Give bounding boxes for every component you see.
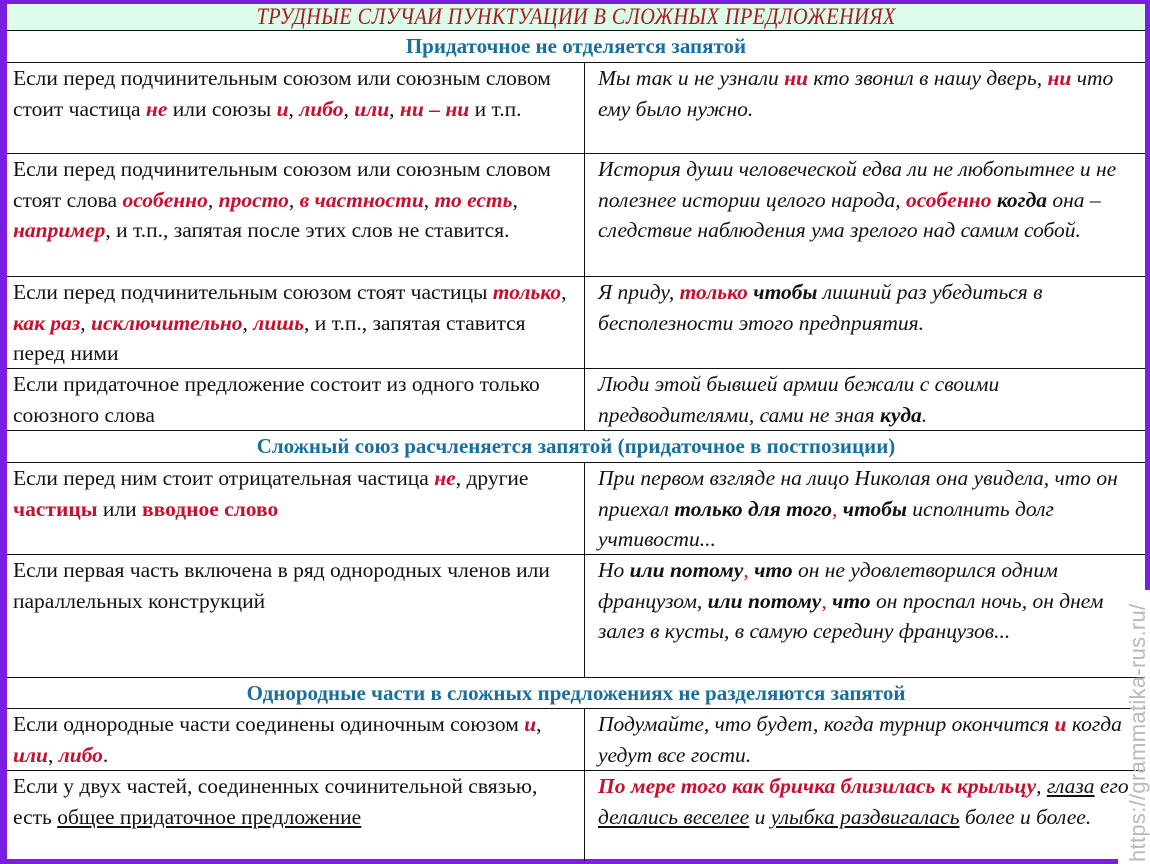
highlighted-text: , <box>743 558 749 582</box>
highlighted-text: либо <box>299 96 344 121</box>
section-header-text: Сложный союз расчленяется запятой (придаточное в постпозиции) <box>256 434 896 458</box>
highlighted-text: чтобы <box>753 280 818 304</box>
rule-cell <box>7 369 585 430</box>
text-segment: , <box>343 96 355 121</box>
highlighted-text: например <box>13 218 106 242</box>
section-header-text: Придаточное не отделяется запятой <box>405 34 747 58</box>
highlighted-text: что <box>832 588 871 613</box>
table-title <box>7 4 1145 31</box>
text-segment: или <box>97 496 143 521</box>
highlighted-text: или потому <box>707 588 822 613</box>
highlighted-text: и <box>276 96 289 121</box>
text-segment: его <box>1094 774 1129 798</box>
highlighted-text: когда <box>996 187 1048 212</box>
text-segment: Если у двух частей, соединенных сочинительной связью, есть <box>13 774 538 829</box>
highlighted-text: ни <box>1047 66 1072 90</box>
highlighted-text: только для того <box>674 496 833 521</box>
text-segment: , другие <box>455 466 529 490</box>
highlighted-text: или <box>13 742 48 767</box>
text-segment: , <box>561 280 567 304</box>
example-cell <box>585 369 1145 430</box>
highlighted-text: особенно <box>122 187 208 212</box>
example-cell <box>585 709 1145 770</box>
example-cell <box>585 63 1145 153</box>
example-cell <box>585 463 1145 554</box>
text-segment: когда уедут все гости. <box>598 712 1122 767</box>
highlighted-text: или <box>354 96 390 121</box>
highlighted-text: просто <box>218 187 289 212</box>
highlighted-text: куда <box>880 402 922 427</box>
section-header-text: Однородные части в сложных предложениях не разделяются запятой <box>246 681 906 705</box>
text-segment: , <box>80 310 92 335</box>
highlighted-text: исключительно <box>91 310 243 335</box>
example-cell <box>585 154 1145 276</box>
text-segment: более и более. <box>959 804 1092 829</box>
watermark-url: https://grammatika-rus.ru/ <box>1125 603 1150 862</box>
text-segment: он не удовлетворился одним французом, <box>598 558 1058 613</box>
highlighted-text: ни – ни <box>399 96 470 121</box>
highlighted-text: только <box>679 280 748 304</box>
highlighted-text: ни <box>784 66 808 90</box>
text-segment: Люди этой бывшей армии бежали с своими предводителями, сами не зная <box>598 372 1000 427</box>
highlighted-text: не <box>434 466 456 490</box>
text-segment: Если придаточное предложение состоит из одного только союзного слова <box>13 372 540 427</box>
text-segment: и <box>749 804 771 829</box>
highlighted-text: По мере того как бричка близилась к крыльцу <box>598 774 1037 798</box>
table-row <box>7 277 1145 369</box>
text-segment: или союзы <box>167 96 277 121</box>
text-segment: что ему было нужно. <box>598 66 1114 121</box>
text-segment: , <box>47 742 59 767</box>
highlighted-text: и <box>524 712 537 736</box>
highlighted-text: вводное слово <box>142 496 279 521</box>
example-cell <box>585 277 1145 368</box>
text-segment: , <box>242 310 254 335</box>
highlighted-text: в частности <box>299 187 424 212</box>
text-segment: Подумайте, что будет, когда турнир окончится <box>598 712 1055 736</box>
highlighted-text: частицы <box>13 496 98 521</box>
text-segment: При первом взгляде на лицо Николая она увидела, что он приехал <box>598 466 1118 521</box>
highlighted-text: глаза <box>1046 774 1095 798</box>
text-segment: История души человеческой едва ли не любопытнее и не полезнее истории целого народа, <box>598 157 1117 212</box>
highlighted-text: улыбка раздвигалась <box>770 804 960 829</box>
highlighted-text: что <box>754 558 793 582</box>
text-segment: Но <box>598 558 630 582</box>
highlighted-text: или потому <box>629 558 744 582</box>
text-segment: она – следствие наблюдения ума зрелого над самим собой. <box>598 187 1101 242</box>
highlighted-text: либо <box>58 742 103 767</box>
text-segment: . <box>102 742 109 767</box>
rule-cell <box>7 277 585 368</box>
text-segment: он проспал ночь, он днем залез в кусты, в самую середину французов... <box>598 588 1104 643</box>
highlighted-text: , <box>832 496 838 521</box>
highlighted-text: , <box>821 588 827 613</box>
table-row <box>7 463 1145 555</box>
highlighted-text: и <box>1054 712 1067 736</box>
text-segment: лишний раз убедиться в бесполезности этого предприятия. <box>598 280 1043 335</box>
text-segment: кто звонил в нашу дверь, <box>808 66 1048 90</box>
example-cell <box>585 771 1145 861</box>
text-segment: Если перед подчинительным союзом или союзным словом стоит частица <box>13 66 551 121</box>
rule-cell <box>7 709 585 770</box>
rule-cell <box>7 63 585 153</box>
highlighted-text: то есть <box>434 187 513 212</box>
table-row <box>7 555 1145 678</box>
text-segment: Если первая часть включена в ряд однородных членов или параллельных конструкций <box>13 558 550 613</box>
highlighted-text: только <box>492 280 562 304</box>
section-header-3 <box>7 678 1145 709</box>
punctuation-rules-table <box>7 4 1145 861</box>
highlighted-text: как раз <box>13 310 81 335</box>
text-segment: , <box>207 187 219 212</box>
table-row <box>7 771 1145 861</box>
text-segment: , <box>512 187 518 212</box>
text-segment: . <box>921 402 928 427</box>
section-header-1 <box>7 31 1145 63</box>
highlighted-text: чтобы <box>842 496 907 521</box>
text-segment: и т.п. <box>469 96 522 121</box>
text-segment: Если перед ним стоит отрицательная частица <box>13 466 435 490</box>
rule-cell <box>7 463 585 554</box>
rule-cell <box>7 771 585 861</box>
rule-cell <box>7 154 585 276</box>
table-row <box>7 369 1145 431</box>
section-header-2 <box>7 431 1145 463</box>
text-segment: Мы так и не узнали <box>598 66 785 90</box>
text-segment: , <box>288 187 300 212</box>
text-segment: , и т.п., запятая ставится перед ними <box>13 310 526 365</box>
text-segment: Если однородные части соединены одиночным союзом <box>13 712 525 736</box>
text-segment: , <box>288 96 300 121</box>
highlighted-text: лишь <box>253 310 305 335</box>
highlighted-text: не <box>145 96 168 121</box>
table-row <box>7 63 1145 154</box>
text-segment: Я приду, <box>598 280 680 304</box>
highlighted-text: делались веселее <box>598 804 750 829</box>
frame-border-left <box>0 0 7 864</box>
text-segment: Если перед подчинительным союзом стоят частицы <box>13 280 493 304</box>
text-segment: Если перед подчинительным союзом или союзным словом стоят слова <box>13 157 551 212</box>
highlighted-text: особенно <box>906 187 992 212</box>
table-title-text: ТРУДНЫЕ СЛУЧАИ ПУНКТУАЦИИ В СЛОЖНЫХ ПРЕДЛОЖЕНИЯХ <box>256 4 896 29</box>
text-segment: , <box>536 712 542 736</box>
table-row <box>7 709 1145 771</box>
text-segment: исполнить долг учтивости... <box>598 496 1054 551</box>
text-segment: , <box>389 96 400 121</box>
example-cell <box>585 555 1145 677</box>
highlighted-text: общее придаточное предложение <box>57 804 362 829</box>
text-segment: , и т.п., запятая после этих слов не ставится. <box>105 218 510 242</box>
rule-cell <box>7 555 585 677</box>
text-segment: , <box>1036 774 1047 798</box>
table-row <box>7 154 1145 277</box>
text-segment: , <box>423 187 435 212</box>
frame-border-right <box>1145 0 1150 590</box>
